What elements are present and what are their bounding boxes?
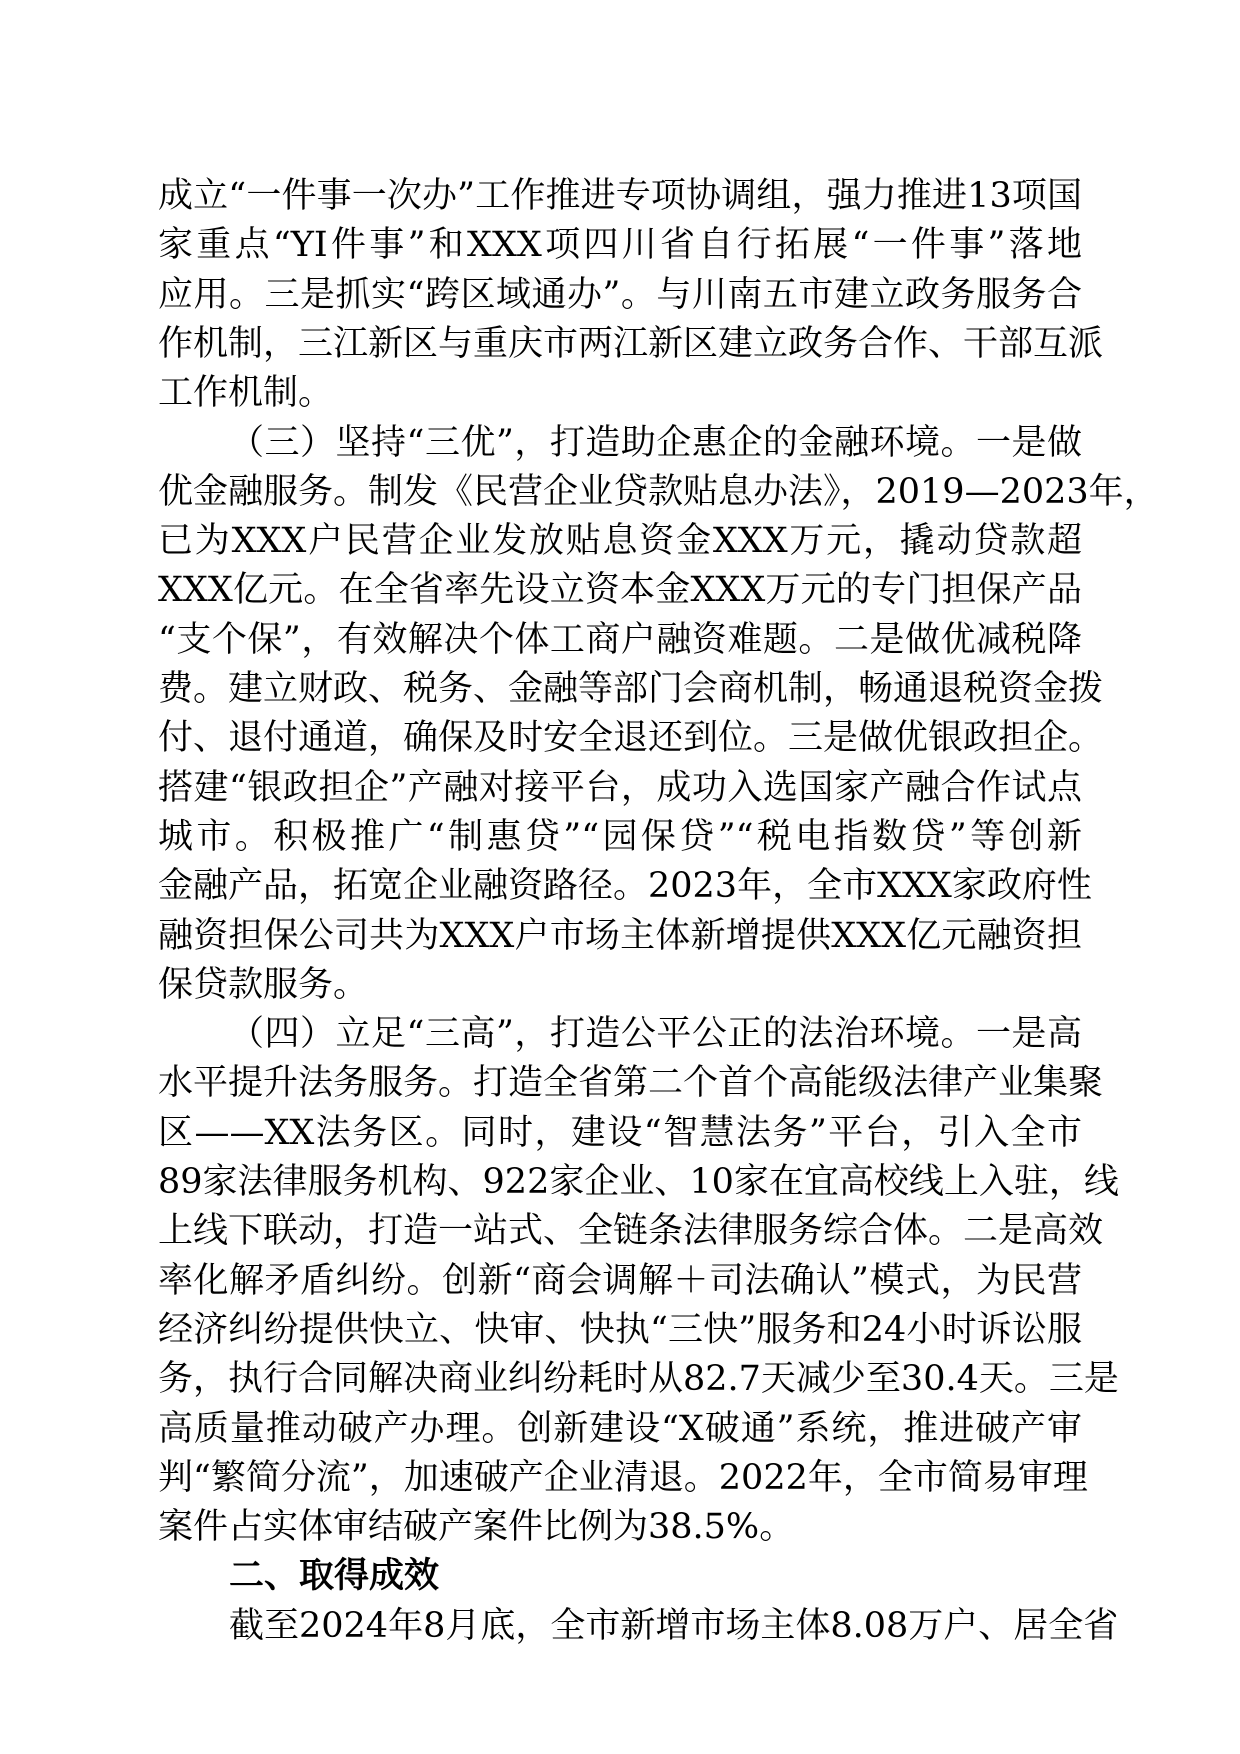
paragraph-line: 金融产品，拓宽企业融资路径。2023年，全市XXX家政府性 (158, 866, 1092, 907)
paragraph-line: 已为XXX户民营企业发放贴息资金XXX万元，撬动贷款超 (158, 521, 1082, 562)
paragraph-line: 区——XX法务区。同时，建设“智慧法务”平台，引入全市 (158, 1112, 1082, 1153)
paragraph-line: 家重点“YI件事”和XXX项四川省自行拓展“一件事”落地 (158, 225, 1082, 266)
paragraph-line: XXX亿元。在全省率先设立资本金XXX万元的专门担保产品 (158, 570, 1082, 611)
paragraph-line: 水平提升法务服务。打造全省第二个首个高能级法律产业集聚 (158, 1063, 1104, 1104)
paragraph-line: 率化解矛盾纠纷。创新“商会调解＋司法确认”模式，为民营 (158, 1260, 1082, 1301)
paragraph-line: （四）立足“三高”，打造公平公正的法治环境。一是高 (229, 1014, 1082, 1055)
paragraph-line: 优金融服务。制发《民营企业贷款贴息办法》，2019—2023年， (158, 471, 1159, 512)
paragraph-line: 融资担保公司共为XXX户市场主体新增提供XXX亿元融资担 (158, 915, 1082, 956)
paragraph-line: 城市。积极推广“制惠贷”“园保贷”“税电指数贷”等创新 (158, 816, 1082, 857)
paragraph-line: 案件占实体审结破产案件比例为38.5%。 (158, 1507, 795, 1548)
paragraph-line: 判“繁简分流”，加速破产企业清退。2022年，全市简易审理 (158, 1457, 1088, 1498)
paragraph-line: 截至2024年8月底，全市新增市场主体8.08万户、居全省 (229, 1605, 1119, 1646)
paragraph-line: 保贷款服务。 (158, 964, 369, 1005)
paragraph-line: 上线下联动，打造一站式、全链条法律服务综合体。二是高效 (158, 1211, 1104, 1252)
paragraph-line: （三）坚持“三优”，打造助企惠企的金融环境。一是做 (229, 422, 1082, 463)
paragraph-line: 高质量推动破产办理。创新建设“X破通”系统，推进破产审 (158, 1408, 1082, 1449)
paragraph-line: 成立“一件事一次办”工作推进专项协调组，强力推进13项国 (158, 176, 1082, 216)
paragraph-line: “支个保”，有效解决个体工商户融资难题。二是做优减税降 (158, 619, 1082, 660)
paragraph-line: 搭建“银政担企”产融对接平台，成功入选国家产融合作试点 (158, 767, 1082, 808)
section-heading: 二、取得成效 (229, 1556, 440, 1597)
paragraph-line: 付、退付通道，确保及时安全退还到位。三是做优银政担企。 (158, 718, 1104, 759)
paragraph-line: 经济纠纷提供快立、快审、快执“三快”服务和24小时诉讼服 (158, 1309, 1082, 1350)
paragraph-line: 应用。三是抓实“跨区域通办”。与川南五市建立政务服务合 (158, 274, 1082, 315)
paragraph-line: 工作机制。 (158, 373, 334, 414)
paragraph-line: 务，执行合同解决商业纠纷耗时从82.7天减少至30.4天。三是 (158, 1359, 1119, 1400)
paragraph-line: 费。建立财政、税务、金融等部门会商机制，畅通退税资金拨 (158, 669, 1104, 709)
paragraph-line: 作机制，三江新区与重庆市两江新区建立政务合作、干部互派 (158, 323, 1104, 364)
paragraph-line: 89家法律服务机构、922家企业、10家在宜高校线上入驻，线 (158, 1162, 1119, 1202)
